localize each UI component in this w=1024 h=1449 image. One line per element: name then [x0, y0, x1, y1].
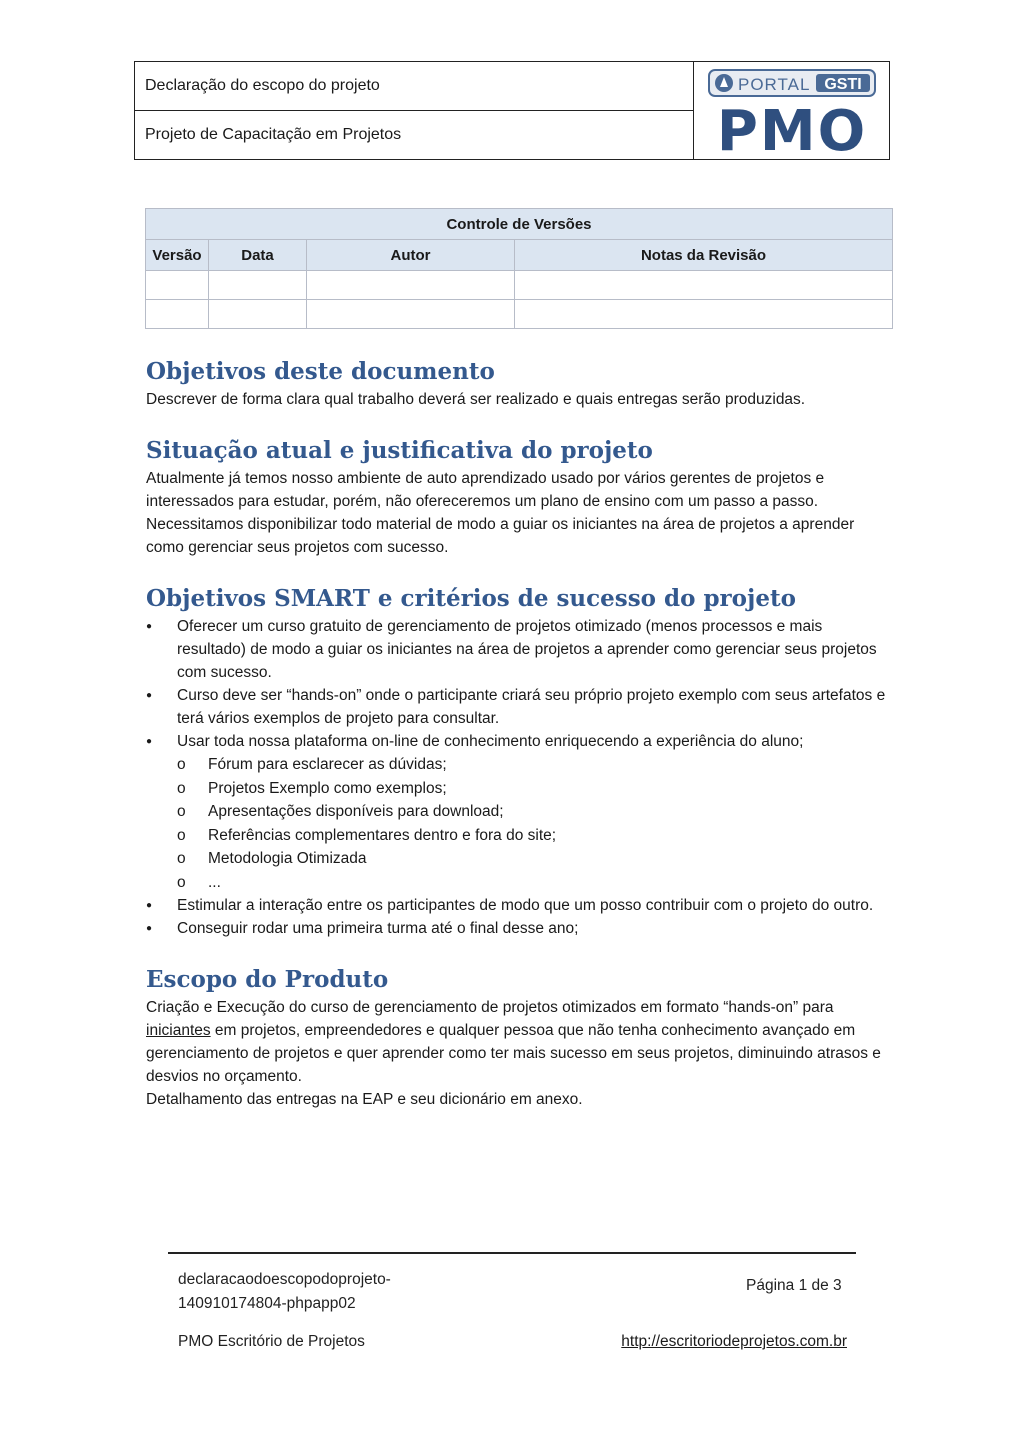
list-item: ● Curso deve ser “hands-on” onde o participante criará seu próprio projeto exemplo com seus artefatos e terá vários exemplos de projeto para consultar.	[146, 684, 891, 730]
table-row	[146, 271, 893, 300]
document-header	[134, 61, 890, 160]
project-name: Projeto de Capacitação em Projetos	[135, 110, 693, 159]
svg-text:GSTI: GSTI	[823, 75, 862, 93]
underlined-term: iniciantes	[146, 1022, 211, 1039]
header-text-cells	[135, 62, 694, 159]
sub-list-item: o Metodologia Otimizada	[146, 847, 891, 871]
section-title: Objetivos SMART e critérios de sucesso do projeto	[146, 585, 796, 612]
file-name-line: declaracaodoescopodoprojeto-	[178, 1271, 391, 1288]
list-item	[146, 730, 891, 894]
section-title: Objetivos deste documento	[146, 358, 495, 385]
col-notas: Notas da Revisão	[515, 240, 893, 271]
section-escopo	[146, 964, 891, 1111]
section-title: Situação atual e justificativa do projeto	[146, 437, 653, 464]
section-situacao	[146, 435, 891, 559]
paragraph-text: Criação e Execução do curso de gerenciamento de projetos otimizados em formato “hands-on” para	[146, 999, 834, 1016]
svg-text:PMO: PMO	[716, 98, 867, 156]
table-row	[146, 300, 893, 329]
paragraph: Atualmente já temos nosso ambiente de auto aprendizado usado por vários gerentes de projetos e interessados para estudar, porém, não ofereceremos um plano de ensino com um passo a passo.	[146, 470, 825, 510]
file-name-line: 140910174804-phpapp02	[178, 1295, 356, 1312]
document-body	[146, 356, 891, 1135]
col-autor: Autor	[307, 240, 515, 271]
col-data: Data	[209, 240, 307, 271]
sub-list-item: o Projetos Exemplo como exemplos;	[146, 777, 891, 801]
footer-organization: PMO Escritório de Projetos	[178, 1333, 365, 1350]
section-objetivos	[146, 356, 891, 411]
paragraph	[146, 996, 891, 1088]
version-control-table	[145, 208, 893, 329]
section-title: Escopo do Produto	[146, 966, 389, 993]
page-number: Página 1 de 3	[746, 1277, 842, 1294]
col-versao: Versão	[146, 240, 209, 271]
portal-gsti-pmo-logo	[694, 62, 889, 159]
footer-url-link[interactable]: http://escritoriodeprojetos.com.br	[621, 1333, 847, 1350]
sub-list-item: o Fórum para esclarecer as dúvidas;	[146, 753, 891, 777]
version-table-title: Controle de Versões	[146, 209, 893, 240]
list-item: ● Conseguir rodar uma primeira turma até o final desse ano;	[146, 917, 891, 940]
version-table-header	[146, 240, 893, 271]
paragraph: Descrever de forma clara qual trabalho deverá ser realizado e quais entregas serão produzidas.	[146, 391, 806, 408]
section-smart	[146, 583, 891, 940]
list-item-text: Usar toda nossa plataforma on-line de conhecimento enriquecendo a experiência do aluno;	[177, 733, 804, 750]
list-item: ● Oferecer um curso gratuito de gerenciamento de projetos otimizado (menos processos e mais resultado) de modo a guiar os iniciantes na área de projetos a aprender como gerenciar seus projetos com sucesso.	[146, 615, 891, 684]
footer-file-name	[178, 1268, 478, 1316]
sub-list-item: o ...	[146, 871, 891, 895]
paragraph-text: em projetos, empreendedores e qualquer pessoa que não tenha conhecimento avançado em gerenciamento de projetos e quer aprender como ter mais sucesso em seus projetos, diminuindo atrasos e desvios no orçamento.	[146, 1022, 881, 1085]
paragraph: Necessitamos disponibilizar todo material de modo a guiar os iniciantes na área de projetos a aprender como gerenciar seus projetos com sucesso.	[146, 516, 855, 556]
smart-list	[146, 615, 891, 940]
pmo-logo-icon	[704, 66, 880, 156]
sub-list-item: o Apresentações disponíveis para download;	[146, 800, 891, 824]
list-item: ● Estimular a interação entre os participantes de modo que um posso contribuir com o projeto do outro.	[146, 894, 891, 917]
sub-list	[146, 753, 891, 894]
paragraph: Detalhamento das entregas na EAP e seu dicionário em anexo.	[146, 1091, 583, 1108]
sub-list-item: o Referências complementares dentro e fora do site;	[146, 824, 891, 848]
svg-text:PORTAL: PORTAL	[737, 74, 810, 94]
footer-divider	[168, 1252, 856, 1254]
document-title: Declaração do escopo do projeto	[145, 77, 380, 94]
